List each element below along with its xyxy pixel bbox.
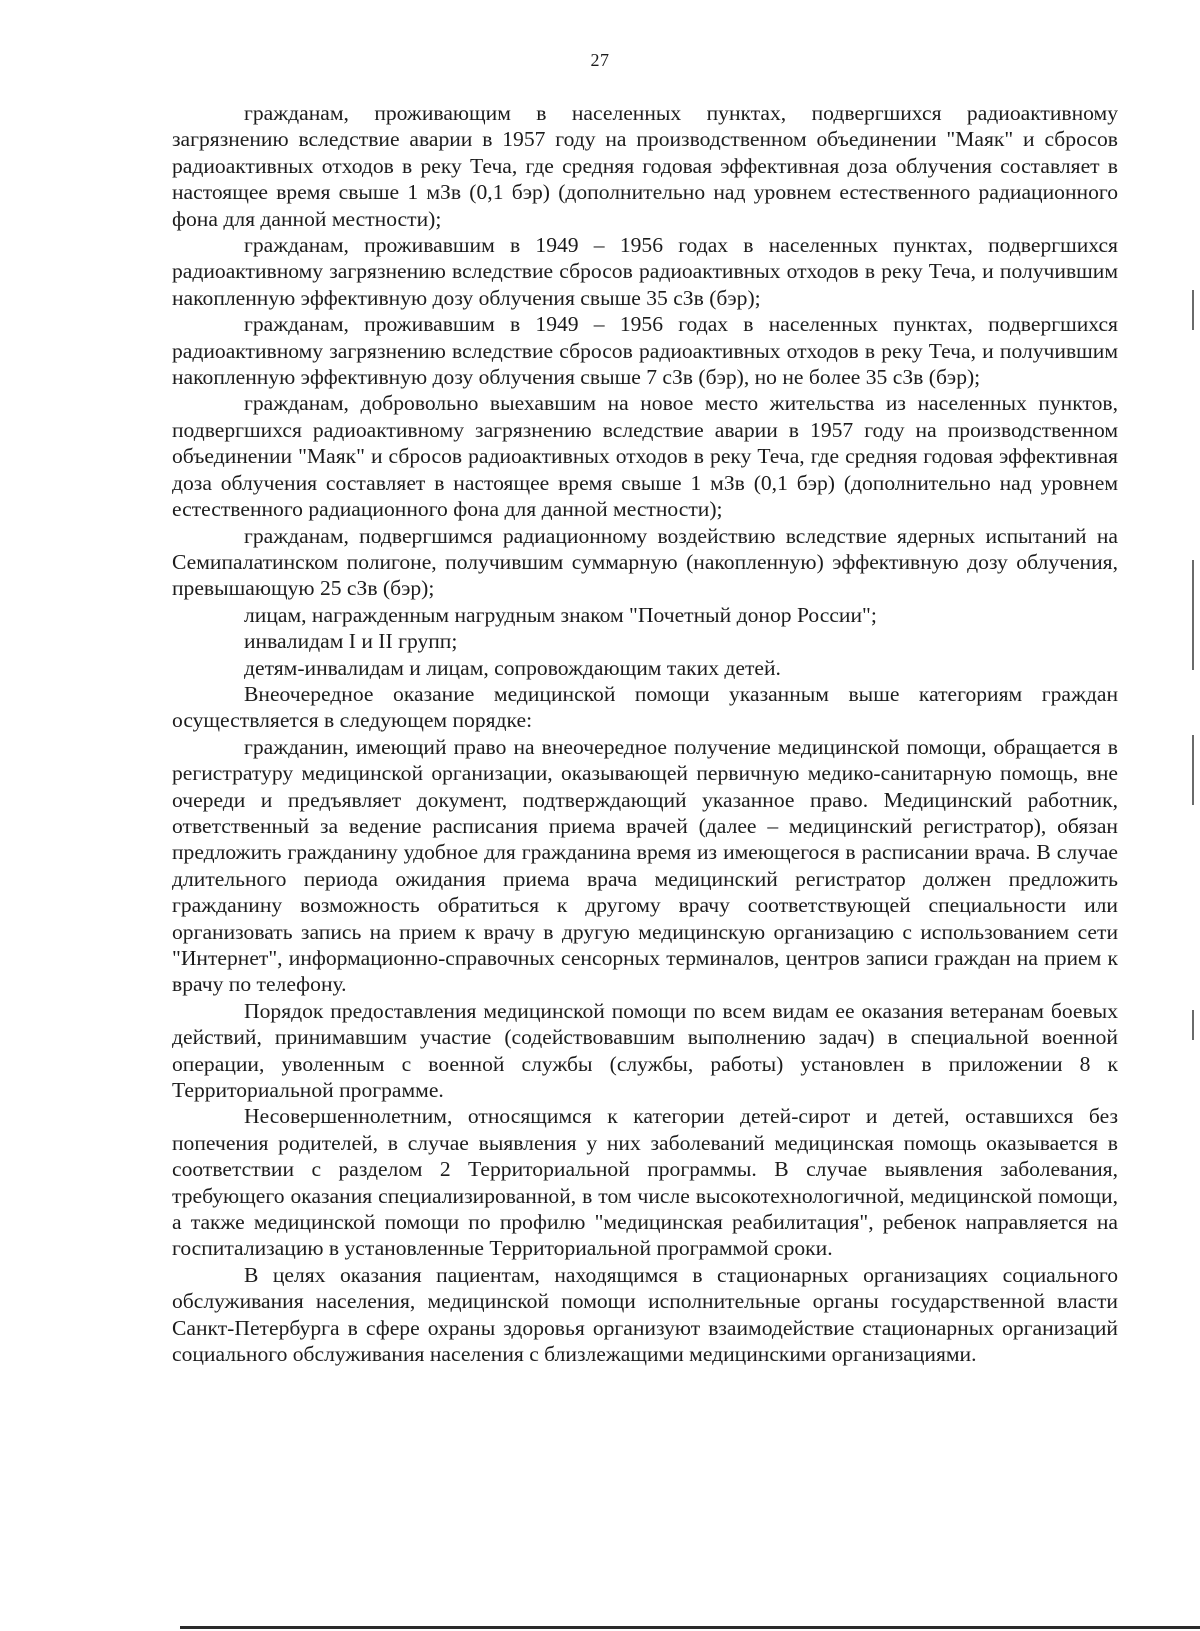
scan-edge-artifact (1192, 560, 1194, 670)
paragraph-combat-veterans: Порядок предоставления медицинской помощи по всем видам ее оказания ветеранам боевых действий, принимавшим участие (содействовавшим выполнению задач) в специальной военной операции, уволенным с военной службы (службы, работы) установлен в приложении 8 к Территориальной программе. (172, 998, 1118, 1103)
paragraph-registration-procedure: гражданин, имеющий право на внеочередное получение медицинской помощи, обращается в регистратуру медицинской организации, оказывающей первичную медико-санитарную помощь, вне очереди и предъявляет документ, подтверждающий указанное право. Медицинский работник, ответственный за ведение расписания приема врачей (далее – медицинский регистратор), обязан предложить гражданину удобное для гражданина время из имеющегося в расписании врача. В случае длительного периода ожидания приема врача медицинский регистратор должен предложить гражданину возможность обратиться к другому врачу соответствующей специальности или организовать запись на прием к врачу в другую медицинскую организацию с использованием сети "Интернет", информационно-справочных сенсорных терминалов, центров записи граждан на прием к врачу по телефону. (172, 734, 1118, 997)
page-number: 27 (590, 50, 610, 70)
paragraph-disabled-children: детям-инвалидам и лицам, сопровождающим таких детей. (244, 655, 781, 680)
paragraph-honorary-donor: лицам, награжденным нагрудным знаком "Почетный донор России"; (244, 602, 877, 627)
scan-edge-artifact (1192, 1010, 1194, 1040)
paragraph-disabled-groups: инвалидам I и II групп; (244, 629, 458, 654)
scan-edge-artifact (1192, 735, 1194, 805)
scan-edge-artifact (1192, 290, 1194, 330)
paragraph-orphans: Несовершеннолетним, относящимся к категории детей-сирот и детей, оставшихся без попечения родителей, в случае выявления у них заболеваний медицинская помощь оказывается в соответствии с разделом 2 Территориальной программы. В случае выявления заболевания, требующего оказания специализированной, в том числе высокотехнологичной, медицинской помощи, а также медицинской помощи по профилю "медицинская реабилитация", ребенок направляется на госпитализацию в установленные Территориальной программой сроки. (172, 1104, 1118, 1261)
document-body (172, 100, 1118, 1368)
paragraph-techa-7-szv: гражданам, проживавшим в 1949 – 1956 годах в населенных пунктах, подвергшихся радиоактивному загрязнению вследствие сбросов радиоактивных отходов в реку Теча, и получившим накопленную эффективную дозу облучения свыше 7 сЗв (бэр), но не более 35 сЗв (бэр); (172, 312, 1118, 390)
paragraph-social-service: В целях оказания пациентам, находящимся в стационарных организациях социального обслуживания населения, медицинской помощи исполнительные органы государственной власти Санкт-Петербурга в сфере охраны здоровья организуют взаимодействие стационарных организаций социального обслуживания населения с близлежащими медицинскими организациями. (172, 1262, 1118, 1367)
paragraph-semipalatinsk: гражданам, подвергшимся радиационному воздействию вследствие ядерных испытаний на Семипалатинском полигоне, получившим суммарную (накопленную) эффективную дозу облучения, превышающую 25 сЗв (бэр); (172, 523, 1118, 601)
paragraph-priority-order-intro: Внеочередное оказание медицинской помощи указанным выше категориям граждан осуществляется в следующем порядке: (172, 681, 1118, 733)
paragraph-resettled-citizens: гражданам, добровольно выехавшим на новое место жительства из населенных пунктов, подвергшихся радиоактивному загрязнению вследствие аварии в 1957 году на производственном объединении "Маяк" и сбросов радиоактивных отходов в реку Теча, где средняя годовая эффективная доза облучения составляет в настоящее время свыше 1 мЗв (0,1 бэр) (дополнительно над уровнем естественного радиационного фона для данной местности); (172, 391, 1118, 522)
paragraph-mayak-residents: гражданам, проживающим в населенных пунктах, подвергшихся радиоактивному загрязнению вследствие аварии в 1957 году на производственном объединении "Маяк" и сбросов радиоактивных отходов в реку Теча, где средняя годовая эффективная доза облучения составляет в настоящее время свыше 1 мЗв (0,1 бэр) (дополнительно над уровнем естественного радиационного фона для данной местности); (172, 101, 1118, 231)
scan-bottom-edge (180, 1626, 1200, 1629)
paragraph-techa-35-szv: гражданам, проживавшим в 1949 – 1956 годах в населенных пунктах, подвергшихся радиоактивному загрязнению вследствие сбросов радиоактивных отходов в реку Теча, и получившим накопленную эффективную дозу облучения свыше 35 сЗв (бэр); (172, 233, 1118, 310)
